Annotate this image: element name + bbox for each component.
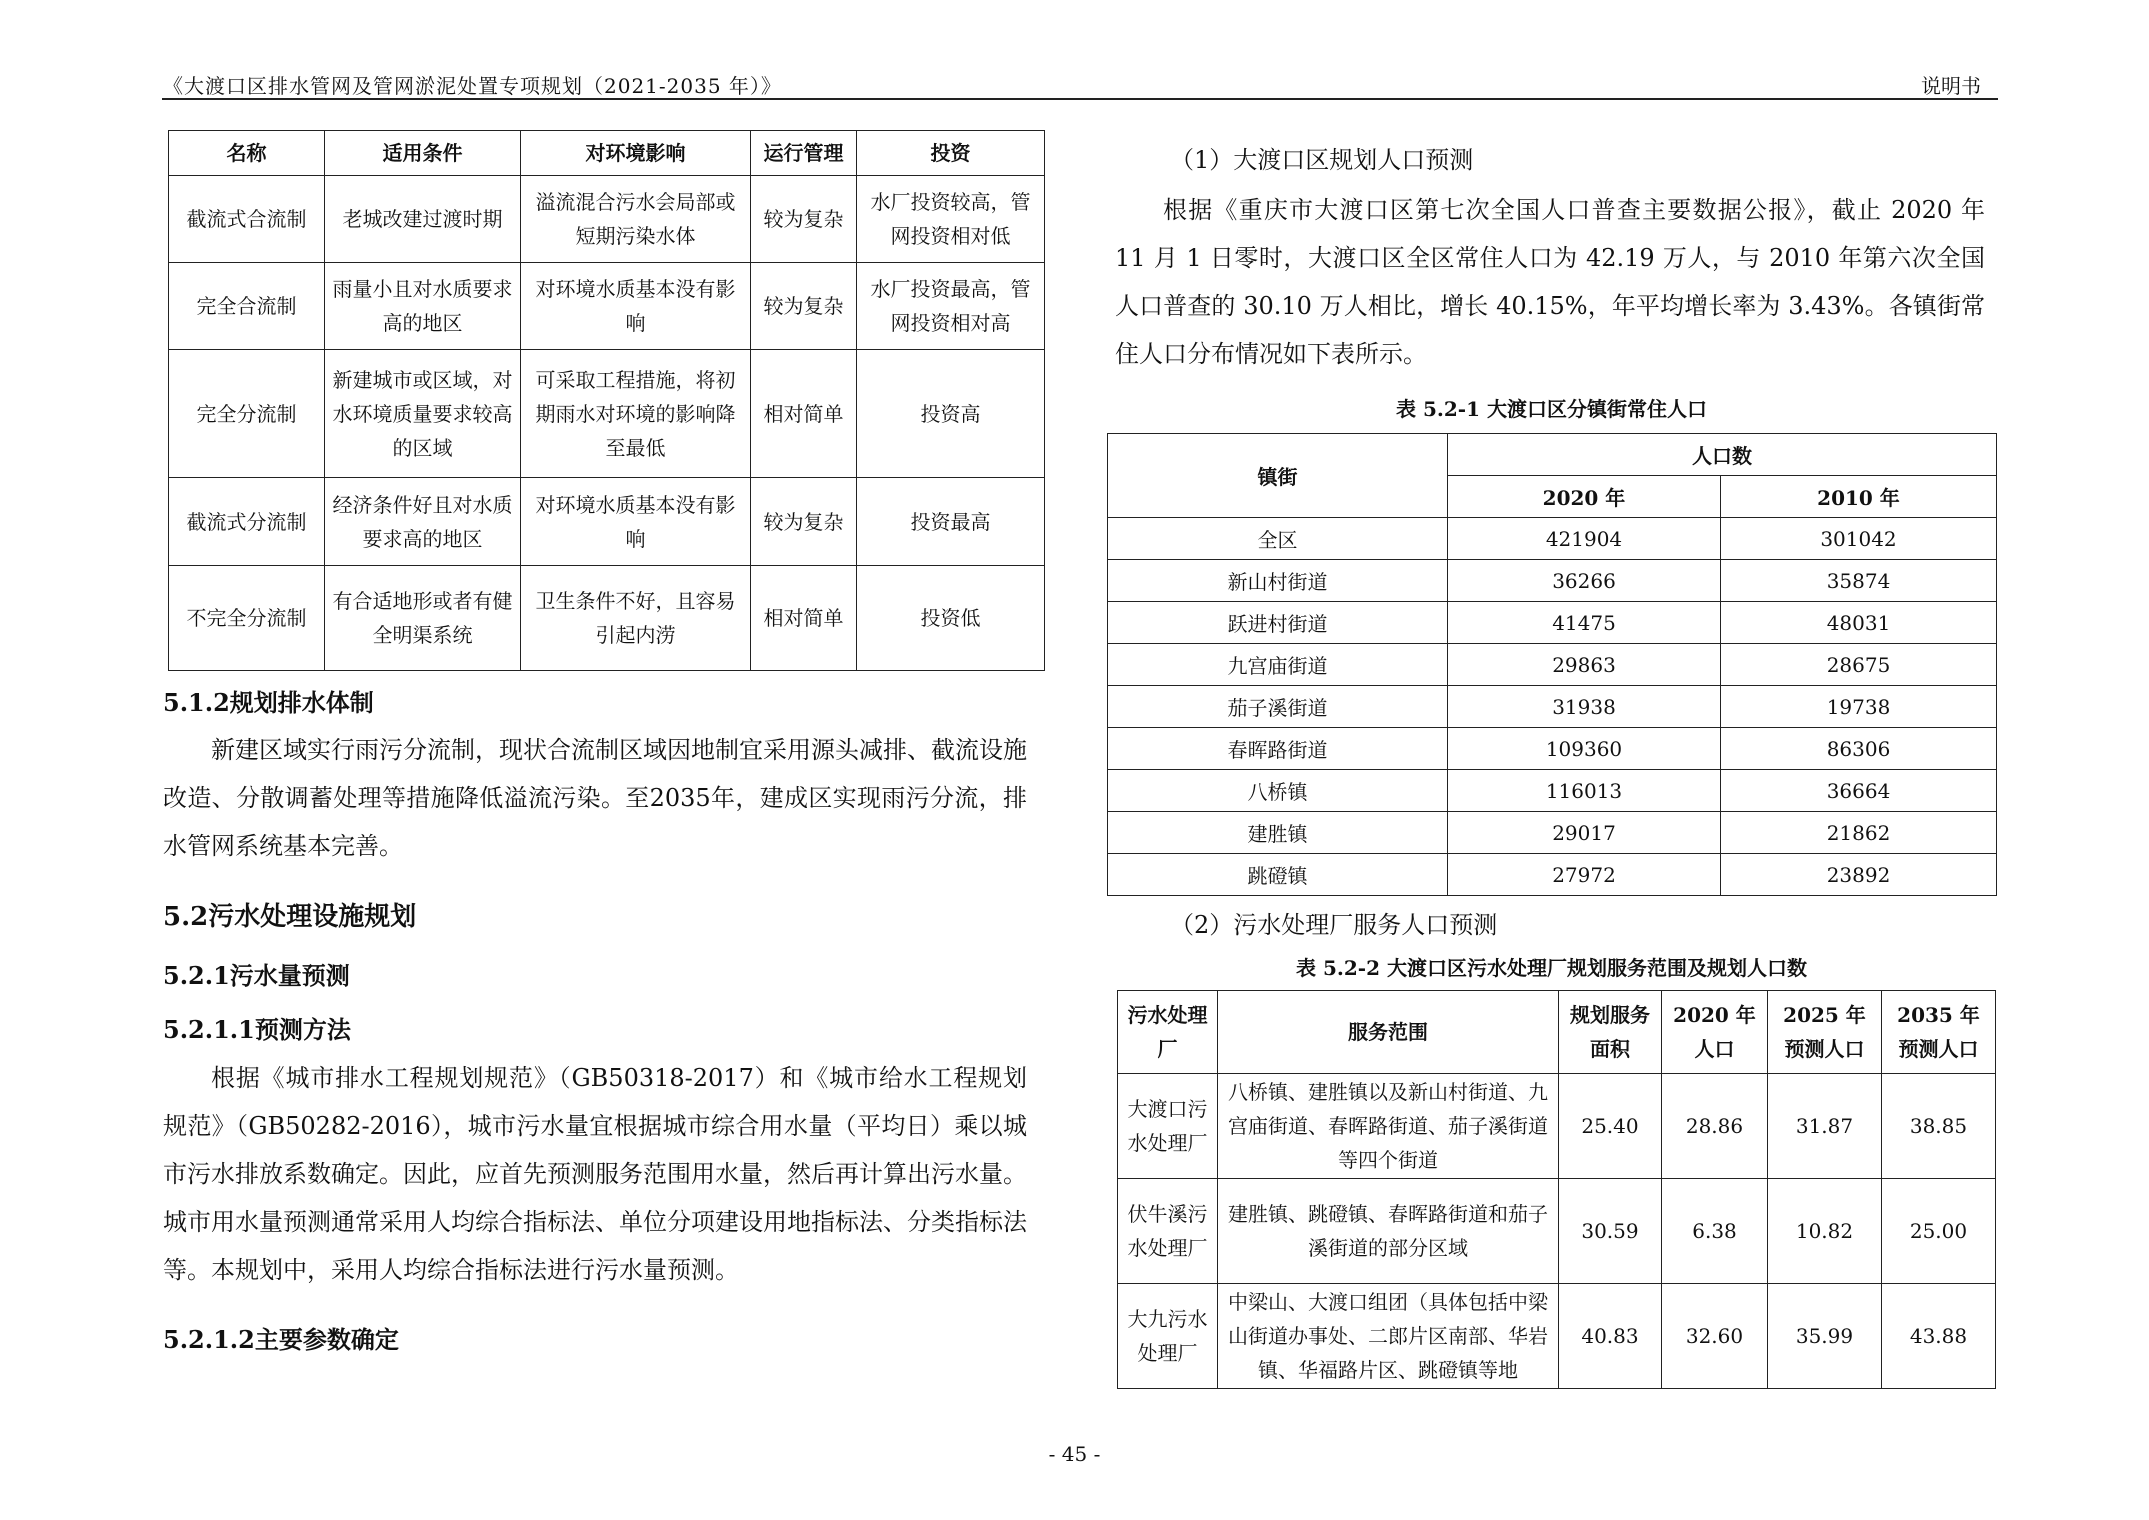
table-cell: 投资高 [857,350,1045,478]
section-heading-5-2-1: 5.2.1污水量预测 [163,961,350,990]
column-header: 适用条件 [325,131,521,176]
column-header: 人口数 [1448,434,1997,476]
table-cell: 新建城市或区域，对水环境质量要求较高的区域 [325,350,521,478]
table-row [1118,1074,1996,1179]
column-header: 运行管理 [751,131,857,176]
table-cell: 较为复杂 [751,478,857,566]
table-cell: 完全分流制 [169,350,325,478]
table-header-row [169,131,1045,176]
table-cell: 301042 [1721,518,1997,560]
table-cell: 421904 [1448,518,1721,560]
table-cell: 有合适地形或者有健全明渠系统 [325,566,521,671]
column-header: 规划服务面积 [1559,991,1662,1074]
table-cell: 116013 [1448,770,1721,812]
table-cell: 完全合流制 [169,263,325,350]
table-row [169,350,1045,478]
column-header: 2020 年人口 [1662,991,1768,1074]
table-cell: 40.83 [1559,1284,1662,1389]
table-row [1108,560,1997,602]
table-cell: 相对简单 [751,350,857,478]
table-cell: 截流式合流制 [169,176,325,263]
subsection-population-forecast: （1）大渡口区规划人口预测 [1170,146,1474,174]
table-cell: 溢流混合污水会局部或短期污染水体 [521,176,751,263]
table-cell: 36266 [1448,560,1721,602]
table-cell: 31938 [1448,686,1721,728]
table-cell: 48031 [1721,602,1997,644]
table-cell: 伏牛溪污水处理厂 [1118,1179,1218,1284]
table-caption-5-2-2: 表 5.2-2 大渡口区污水处理厂规划服务范围及规划人口数 [1296,956,1807,980]
table-cell: 截流式分流制 [169,478,325,566]
table-cell: 28675 [1721,644,1997,686]
table-cell: 6.38 [1662,1179,1768,1284]
table-cell: 春晖路街道 [1108,728,1448,770]
header-divider [162,98,1998,100]
table-cell: 九宫庙街道 [1108,644,1448,686]
table-cell: 29863 [1448,644,1721,686]
table-cell: 水厂投资最高，管网投资相对高 [857,263,1045,350]
table-row [1108,770,1997,812]
table-row [1118,1284,1996,1389]
column-header: 服务范围 [1218,991,1559,1074]
table-cell: 109360 [1448,728,1721,770]
table-cell: 27972 [1448,854,1721,896]
table-cell: 29017 [1448,812,1721,854]
column-header: 2020 年 [1448,476,1721,518]
table-cell: 老城改建过渡时期 [325,176,521,263]
table-cell: 31.87 [1768,1074,1882,1179]
table-cell: 较为复杂 [751,176,857,263]
table-cell: 25.40 [1559,1074,1662,1179]
table-cell: 投资最高 [857,478,1045,566]
column-header: 污水处理厂 [1118,991,1218,1074]
table-caption-5-2-1: 表 5.2-1 大渡口区分镇街常住人口 [1396,397,1707,421]
table-row [1108,518,1997,560]
table-cell: 八桥镇、建胜镇以及新山村街道、九宫庙街道、春晖路街道、茄子溪街道等四个街道 [1218,1074,1559,1179]
table-cell: 大渡口污水处理厂 [1118,1074,1218,1179]
table-cell: 86306 [1721,728,1997,770]
table-cell: 全区 [1108,518,1448,560]
drainage-system-comparison-table [168,130,1045,671]
table-cell: 35874 [1721,560,1997,602]
section-heading-5-1-2: 5.1.2规划排水体制 [163,688,374,717]
table-row [1108,602,1997,644]
table-cell: 较为复杂 [751,263,857,350]
table-cell: 不完全分流制 [169,566,325,671]
table-cell: 35.99 [1768,1284,1882,1389]
column-header: 名称 [169,131,325,176]
column-header: 2025 年预测人口 [1768,991,1882,1074]
table-row [1108,728,1997,770]
table-cell: 28.86 [1662,1074,1768,1179]
table-cell: 30.59 [1559,1179,1662,1284]
table-cell: 跳磴镇 [1108,854,1448,896]
table-cell: 投资低 [857,566,1045,671]
table-cell: 建胜镇、跳磴镇、春晖路街道和茄子溪街道的部分区域 [1218,1179,1559,1284]
population-by-street-table [1107,433,1997,896]
table-cell: 茄子溪街道 [1108,686,1448,728]
header-doc-type: 说明书 [1921,74,1981,98]
section-heading-5-2: 5.2污水处理设施规划 [163,902,417,932]
column-header: 对环境影响 [521,131,751,176]
table-cell: 对环境水质基本没有影响 [521,478,751,566]
table-row [1118,1179,1996,1284]
table-cell: 雨量小且对水质要求高的地区 [325,263,521,350]
section-body-5-1-2: 新建区域实行雨污分流制，现状合流制区域因地制宜采用源头减排、截流设施改造、分散调蓄处理等措施降低溢流污染。至2035年，建成区实现雨污分流，排水管网系统基本完善。 [163,736,1027,860]
page-number: - 45 - [1048,1442,1101,1466]
table-cell: 43.88 [1882,1284,1996,1389]
table-cell: 相对简单 [751,566,857,671]
table-cell: 经济条件好且对水质要求高的地区 [325,478,521,566]
wastewater-plant-service-table [1117,990,1996,1389]
table-header-row [1118,991,1996,1074]
table-row [1108,644,1997,686]
table-cell: 32.60 [1662,1284,1768,1389]
table-row [1108,686,1997,728]
table-cell: 新山村街道 [1108,560,1448,602]
table-cell: 跃进村街道 [1108,602,1448,644]
section-heading-5-2-1-1: 5.2.1.1预测方法 [163,1015,351,1044]
table-row [169,263,1045,350]
column-header: 2035 年预测人口 [1882,991,1996,1074]
table-cell: 可采取工程措施，将初期雨水对环境的影响降至最低 [521,350,751,478]
table-header-row [1108,434,1997,476]
section-heading-5-2-1-2: 5.2.1.2主要参数确定 [163,1325,399,1354]
table-cell: 中梁山、大渡口组团（具体包括中梁山街道办事处、二郎片区南部、华岩镇、华福路片区、跳磴镇等地 [1218,1284,1559,1389]
table-cell: 19738 [1721,686,1997,728]
table-cell: 10.82 [1768,1179,1882,1284]
table-cell: 大九污水处理厂 [1118,1284,1218,1389]
table-cell: 卫生条件不好，且容易引起内涝 [521,566,751,671]
table-cell: 建胜镇 [1108,812,1448,854]
table-cell: 25.00 [1882,1179,1996,1284]
column-header: 投资 [857,131,1045,176]
subsection-plant-service-forecast: （2）污水处理厂服务人口预测 [1170,911,1498,939]
table-cell: 21862 [1721,812,1997,854]
section-body-5-2-1-1: 根据《城市排水工程规划规范》（GB50318-2017）和《城市给水工程规划规范》（GB50282-2016），城市污水量宜根据城市综合用水量（平均日）乘以城市污水排放系数确定。因此，应首先预测服务范围用水量，然后再计算出污水量。城市用水量预测通常采用人均综合指标法、单位分项建设用地指标法、分类指标法等。本规划中，采用人均综合指标法进行污水量预测。 [163,1064,1027,1284]
header-title: 《大渡口区排水管网及管网淤泥处置专项规划（2021-2035 年）》 [163,74,782,98]
table-cell: 水厂投资较高，管网投资相对低 [857,176,1045,263]
column-header: 镇街 [1108,434,1448,518]
table-cell: 对环境水质基本没有影响 [521,263,751,350]
table-row [1108,812,1997,854]
table-cell: 36664 [1721,770,1997,812]
table-row [169,566,1045,671]
table-cell: 41475 [1448,602,1721,644]
table-cell: 八桥镇 [1108,770,1448,812]
table-cell: 23892 [1721,854,1997,896]
population-paragraph: 根据《重庆市大渡口区第七次全国人口普查主要数据公报》，截止 2020 年 11 月 1 日零时，大渡口区全区常住人口为 42.19 万人，与 2010 年第六次全国人口普查的 30.10 万人相比，增长 40.15%，年平均增长率为 3.43%。各镇街常住人口分布情况如下表所示。 [1115,196,1985,368]
table-row [169,478,1045,566]
table-row [169,176,1045,263]
column-header: 2010 年 [1721,476,1997,518]
table-cell: 38.85 [1882,1074,1996,1179]
table-row [1108,854,1997,896]
